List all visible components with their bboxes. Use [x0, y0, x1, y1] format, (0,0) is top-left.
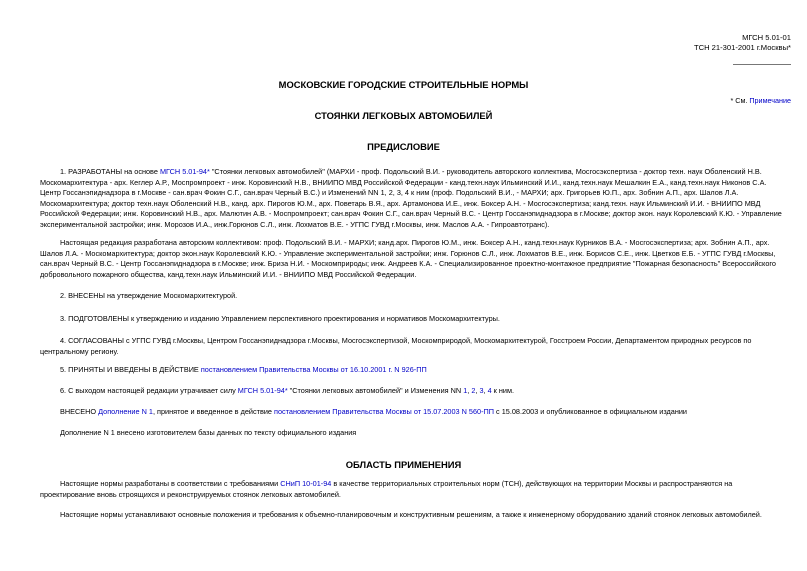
- change-3-link[interactable]: 3: [479, 386, 484, 395]
- p5-line1: 4. СОГЛАСОВАНЫ с УГПС ГУВД г.Москвы, Центром Госсанэпиднадзора г.Москвы, Мосгосэкспертизой, Москомприродой, Москомархитектурой, Госстроем России, Департаментом природных ресурсов по: [60, 336, 752, 345]
- p8-mid: , принятое и введенное в действие: [152, 407, 274, 416]
- p2-line2: Шалов Л.А. - Москомархитектура; доктор экон.наук Королевский К.Ю. - Управление экспериментальной застройки; инж. Горюнов С.Л., инж. Лохматов В.Е., инж. Борисов С.Е., инж. Цветков Е.Б. - УГПС ГУВД г.Москвы,: [40, 248, 776, 258]
- p10-line2: проектирование вновь строящихся и реконструируемых стоянок легковых автомобилей.: [40, 489, 341, 499]
- paragraph-amendment: [40, 407, 807, 418]
- resolution-926-link[interactable]: постановлением Правительства Москвы от 16.10.2001 г. N 926-ПП: [200, 365, 427, 374]
- p1-line6: экспериментальной застройки; инж. Морозов И.А., инж.Горюнов С.Л., инж. Лохматов В.Е. - УГПС ГУВД г.Москвы, инж. Маслов А.А. - Гипроавтотранс).: [40, 219, 550, 229]
- p7-start: 6. С выходом настоящей редакции утрачивает силу: [60, 386, 238, 395]
- snip-link[interactable]: СНиП 10-01-94: [280, 479, 332, 488]
- paragraph-scope-2: [40, 510, 807, 521]
- footnote-prefix: * См.: [730, 96, 750, 105]
- change-1-link[interactable]: 1: [463, 386, 468, 395]
- paragraph-developed: [40, 167, 807, 230]
- p2-line4: добровольного пожарного общества, канд.техн.наук Ильминский И.И. - ВНИИПО МВД Российской Федерации.: [40, 269, 417, 279]
- paragraph-scope-1: [40, 479, 807, 500]
- paragraph-prepared: [40, 314, 807, 325]
- paragraph-agreed: [40, 336, 807, 357]
- p9-text: Дополнение N 1 внесено изготовителем базы данных по тексту официального издания: [60, 428, 357, 437]
- p1-line3: Центр Госсанэпиднадзора в г.Москве - сан.врач Фокин С.Г., сан.врач Черный В.С.) и Изменений NN 1, 2, 3, 4 к ним (проф. Подольский В.И., - МАРХИ; арх. Григорьев Ю.П., арх. Зобнин А.П., арх. Шалов Л.А.: [40, 188, 739, 197]
- scope-heading: ОБЛАСТЬ ПРИМЕНЕНИЯ: [345, 459, 462, 470]
- p7-sep1: ,: [467, 386, 472, 395]
- p11-text: Настоящие нормы устанавливают основные положения и требования к объемно-планировочным и конструктивным решениям, а также к инженерному оборудованию зданий стоянок легковых автомобилей.: [60, 510, 762, 519]
- p8-end: с 15.08.2003 и опубликованное в официальном издании: [494, 407, 688, 416]
- document-codes: [694, 33, 791, 54]
- footnote: [730, 96, 791, 105]
- footnote-divider: [733, 64, 791, 65]
- mgsn-94-link[interactable]: МГСН 5.01-94*: [159, 167, 210, 176]
- paragraph-authors: [40, 238, 807, 280]
- p1-cont: "Стоянки легковых автомобилей" (МАРХИ - проф. Подольский В.И. - руководитель авторского коллектива, Мосгосэкспертиза - доктор техн. наук Оболенский Н.В.: [209, 167, 762, 176]
- amendment-1-link[interactable]: Дополнение N 1: [98, 407, 153, 416]
- p1-line2: Москомархитектура - арх. Кеглер А.Р., Моспромпроект - инж. Коровинский Н.В., ВНИИПО МВД Российской Федерации - канд.техн.наук Ильминский И.И., канд.техн.наук Мешалкин Е.А., канд.техн.наук Никонов С.А.: [40, 177, 767, 187]
- p3-text: 2. ВНЕСЕНЫ на утверждение Москомархитектурой.: [60, 291, 238, 300]
- p4-text: 3. ПОДГОТОВЛЕНЫ к утверждению и изданию Управлением перспективного проектирования и нормативов Москомархитектуры.: [60, 314, 500, 323]
- preface-heading: ПРЕДИСЛОВИЕ: [367, 141, 440, 152]
- change-4-link[interactable]: 4: [487, 386, 492, 395]
- p5-line2: центральному региону.: [40, 346, 119, 356]
- p2-line1: Настоящая редакция разработана авторским коллективом: проф. Подольский В.И. - МАРХИ; канд.арх. Пирогов Ю.М., инж. Боксер А.Н., канд.техн.наук Курников В.А. - Мосгосэкспертиза; арх. Зобнин А.П., арх.: [60, 238, 770, 247]
- footnote-link[interactable]: Примечание: [749, 96, 791, 105]
- p1-line5: Российской Федерации; инж. Коровинский Н.В., арх. Малютин А.В. - Моспромпроект; сан.врач Фокин С.Г., сан.врач Черный В.С. - Центр Госсанэпиднадзора в г.Москве; доктор экон. наук Королевский К.Ю. - Управление: [40, 209, 782, 218]
- paragraph-supersedes: [40, 386, 807, 397]
- paragraph-adopted: [40, 365, 807, 376]
- mgsn-94-link-2[interactable]: МГСН 5.01-94*: [237, 386, 288, 395]
- change-2-link[interactable]: 2: [471, 386, 476, 395]
- main-title: МОСКОВСКИЕ ГОРОДСКИЕ СТРОИТЕЛЬНЫЕ НОРМЫ: [278, 79, 529, 90]
- code-tsn: ТСН 21-301-2001 г.Москвы*: [693, 43, 791, 53]
- resolution-560-link[interactable]: постановлением Правительства Москвы от 15.07.2003 N 560-ПП: [274, 407, 495, 416]
- p8-start: ВНЕСЕНО: [60, 407, 99, 416]
- p6-text: 5. ПРИНЯТЫ И ВВЕДЕНЫ В ДЕЙСТВИЕ: [60, 365, 201, 374]
- p1-line4: Москомархитектура; доктор техн.наук Оболенский Н.В., канд. арх. Пирогов Ю.М., арх. Поветарь В.Я., арх. Артамонова И.Е., инж. Боксер А.Н. - Мосгосэкспертиза; канд.техн. наук Ильминский И.И. - ВНИИПО МВД: [40, 198, 761, 208]
- p1-start: 1. РАЗРАБОТАНЫ на основе: [60, 167, 160, 176]
- code-mgsn: МГСН 5.01-01: [742, 33, 791, 42]
- document-title: СТОЯНКИ ЛЕГКОВЫХ АВТОМОБИЛЕЙ: [314, 110, 493, 121]
- p10-start: Настоящие нормы разработаны в соответствии с требованиями: [60, 479, 281, 488]
- paragraph-submitted: [40, 291, 807, 302]
- p10-cont: в качестве территориальных строительных норм (ТСН), действующих на территории Москвы и распространяются на: [331, 479, 733, 488]
- p7-sep2: ,: [475, 386, 480, 395]
- p7-mid: "Стоянки легковых автомобилей" и Изменения NN: [287, 386, 464, 395]
- paragraph-amendment-note: [40, 428, 807, 439]
- p7-sep3: ,: [483, 386, 488, 395]
- p7-end: к ним.: [491, 386, 515, 395]
- p2-line3: сан.врач Черный В.С. - Центр Госсанэпиднадзора в г.Москве; инж. Бриза Н.И. - Москомприроды; инж. Андреев К.А. - Специализированное проектно-монтажное предприятие "Пожарная безопасность" Всероссийского: [40, 259, 776, 268]
